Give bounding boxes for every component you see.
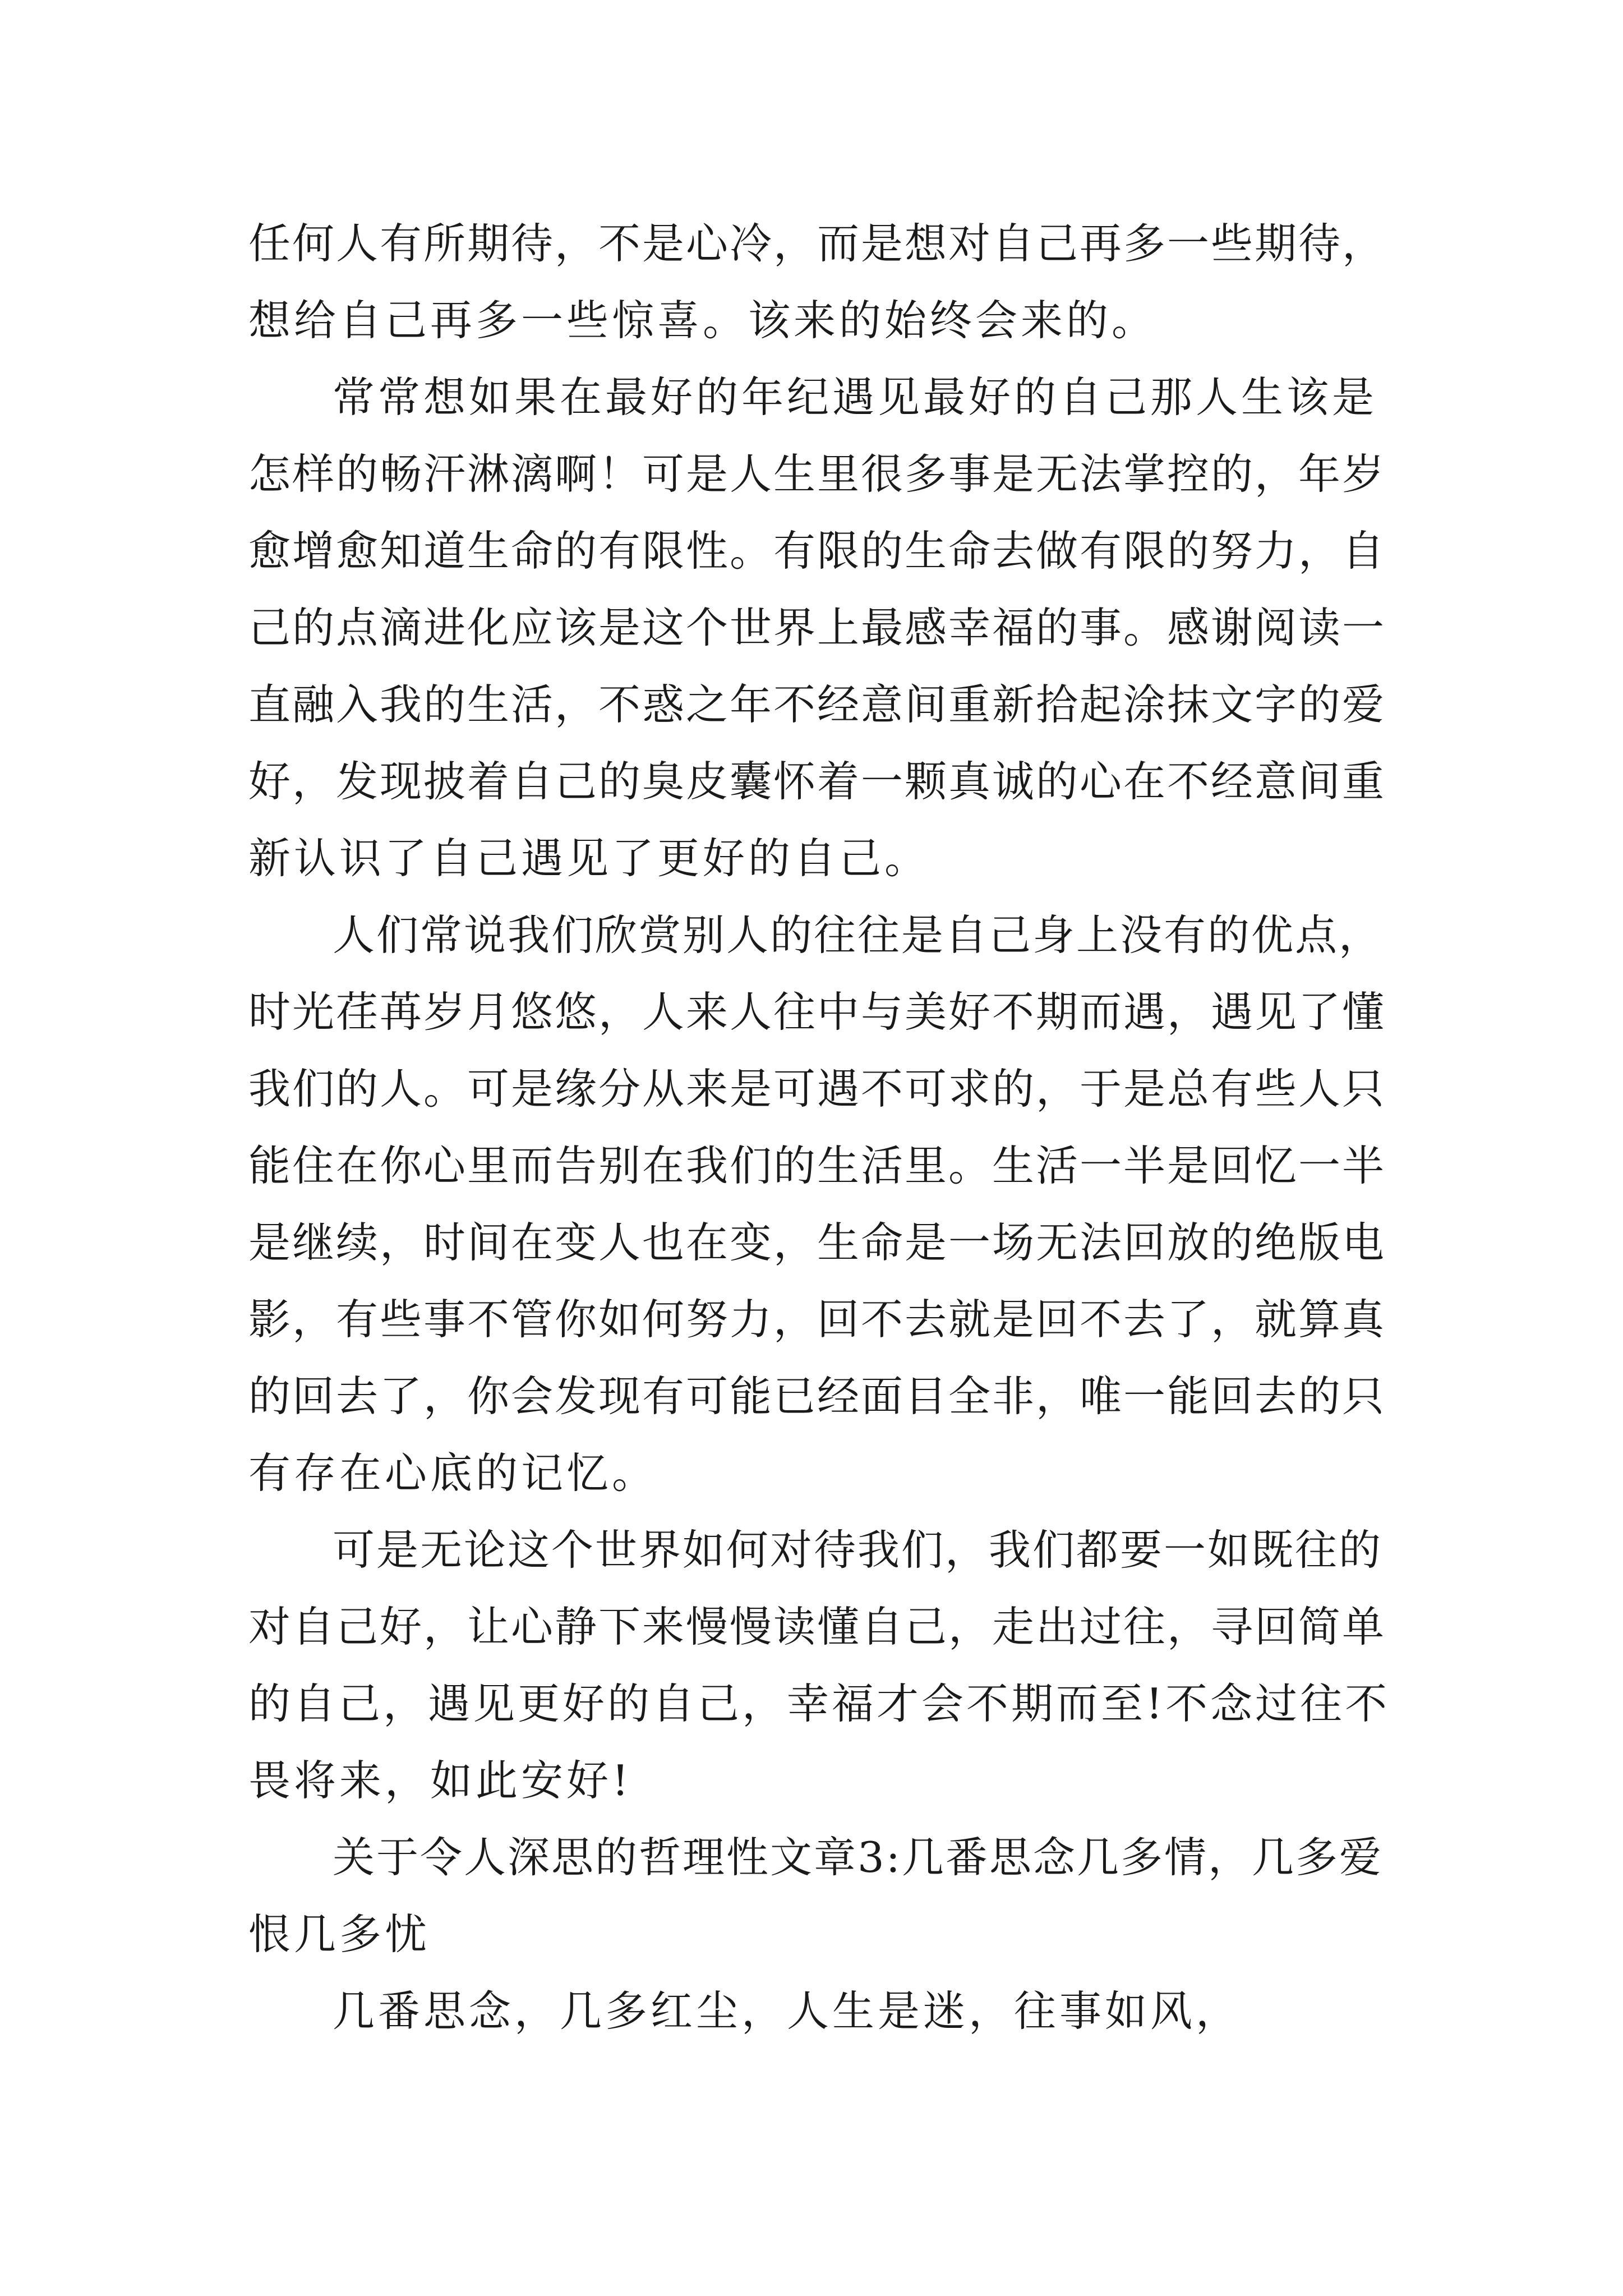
text-line: 畏将来，如此安好! <box>248 1756 633 1805</box>
text-line: 任何人有所期待，不是心冷，而是想对自己再多一些期待， <box>248 219 1386 268</box>
text-line: 我们的人。可是缘分从来是可遇不可求的，于是总有些人只 <box>248 1064 1386 1114</box>
text-line: 影，有些事不管你如何努力，回不去就是回不去了，就算真 <box>248 1295 1386 1344</box>
text-line: 几番思念，几多红尘，人生是迷，往事如风， <box>333 1986 1242 2036</box>
text-line: 己的点滴进化应该是这个世界上最感幸福的事。感谢阅读一 <box>248 603 1386 652</box>
text-line: 人们常说我们欣赏别人的往往是自己身上没有的优点， <box>333 910 1383 960</box>
text-line: 可是无论这个世界如何对待我们，我们都要一如既往的 <box>333 1525 1383 1575</box>
text-line: 想给自己再多一些惊喜。该来的始终会来的。 <box>248 296 1158 345</box>
text-line: 有存在心底的记忆。 <box>248 1448 658 1498</box>
text-line: 愈增愈知道生命的有限性。有限的生命去做有限的努力，自 <box>248 526 1386 576</box>
text-line: 的回去了，你会发现有可能已经面目全非，唯一能回去的只 <box>248 1372 1386 1421</box>
text-line: 的自己，遇见更好的自己，幸福才会不期而至!不念过往不 <box>248 1679 1390 1728</box>
section-heading-line: 恨几多忧 <box>248 1910 431 1959</box>
text-line: 好，发现披着自己的臭皮囊怀着一颗真诚的心在不经意间重 <box>248 757 1386 806</box>
text-line: 常常想如果在最好的年纪遇见最好的自己那人生该是 <box>333 372 1378 422</box>
text-line: 是继续，时间在变人也在变，生命是一场无法回放的绝版电 <box>248 1218 1386 1267</box>
text-line: 能住在你心里而告别在我们的生活里。生活一半是回忆一半 <box>248 1141 1386 1190</box>
text-line: 直融入我的生活，不惑之年不经意间重新拾起涂抹文字的爱 <box>248 680 1386 729</box>
text-line: 怎样的畅汗淋漓啊！可是人生里很多事是无法掌控的，年岁 <box>248 449 1386 499</box>
text-line: 时光荏苒岁月悠悠，人来人往中与美好不期而遇，遇见了懂 <box>248 987 1386 1037</box>
body-text <box>248 205 1393 2050</box>
section-heading-line: 关于令人深思的哲理性文章3:几番思念几多情，几多爱 <box>333 1833 1383 1882</box>
text-line: 对自己好，让心静下来慢慢读懂自己，走出过往，寻回简单 <box>248 1602 1386 1651</box>
text-line: 新认识了自己遇见了更好的自己。 <box>248 834 930 883</box>
